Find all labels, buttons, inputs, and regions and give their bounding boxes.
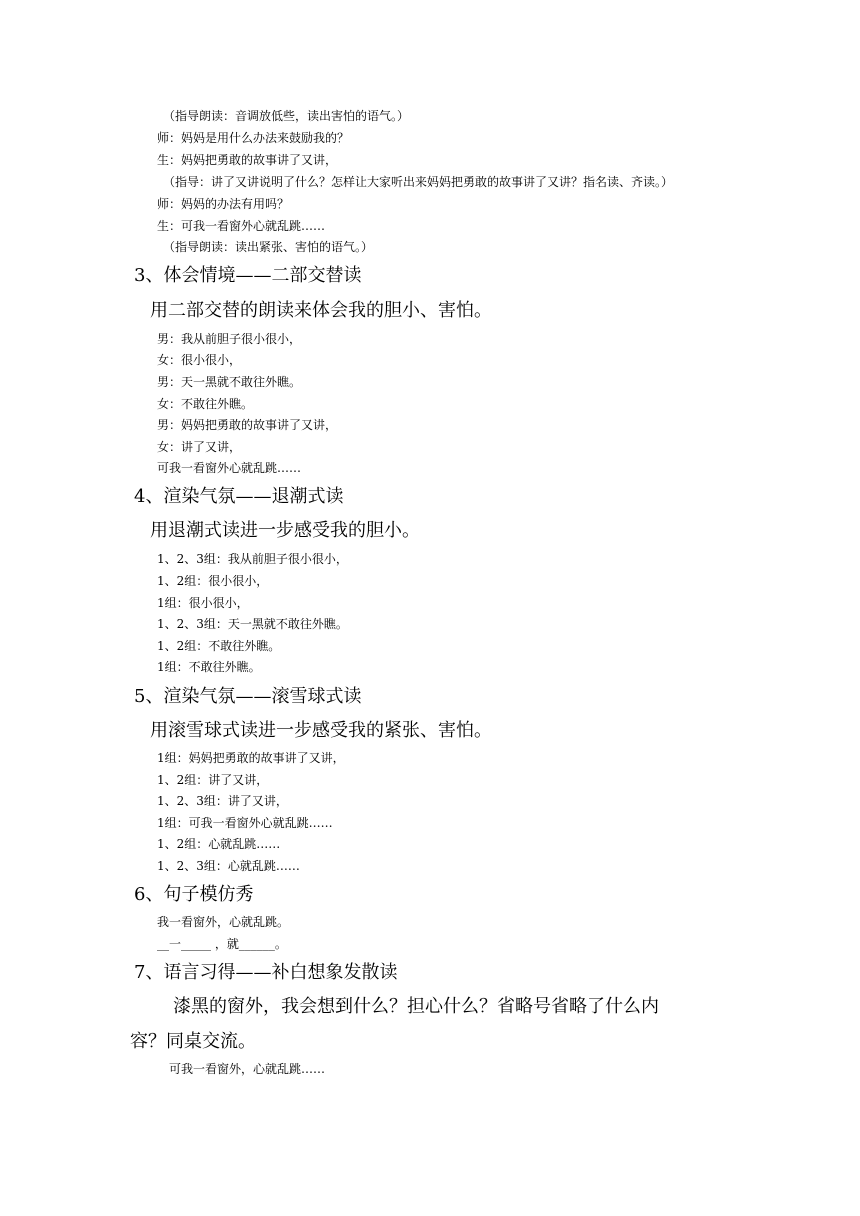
- reading-line: 1、2组：讲了又讲，: [157, 773, 269, 787]
- section-heading: 3、体会情境——二部交替读: [134, 265, 362, 286]
- section-intro: 用滚雪球式读进一步感受我的紧张、害怕。: [150, 720, 492, 741]
- fill-in-sentence: __一_____ ，就______。: [157, 937, 287, 951]
- section-heading: 5、渲染气氛——滚雪球式读: [134, 686, 362, 707]
- reading-line: 男：我从前胆子很小很小，: [157, 332, 302, 346]
- section-intro: 用二部交替的朗读来体会我的胆小、害怕。: [150, 300, 492, 321]
- reading-line: 女：不敢往外瞧。: [157, 397, 254, 411]
- reading-line: 男：天一黑就不敢往外瞧。: [157, 375, 302, 389]
- section-heading: 4、渲染气氛——退潮式读: [134, 486, 344, 507]
- reading-line: 可我一看窗外，心就乱跳……: [169, 1062, 326, 1076]
- section-heading: 7、语言习得——补白想象发散读: [134, 962, 398, 983]
- instruction-line: （指导朗读：音调放低些，读出害怕的语气。）: [163, 109, 410, 123]
- reading-line: 女：讲了又讲，: [157, 440, 242, 454]
- reading-line: 1、2组：不敢往外瞧。: [157, 639, 281, 653]
- reading-line: 1、2组：心就乱跳……: [157, 837, 281, 851]
- reading-line: 1组：不敢往外瞧。: [157, 660, 261, 674]
- instruction-line: （指导朗读：读出紧张、害怕的语气。）: [163, 240, 374, 254]
- section-intro: 用退潮式读进一步感受我的胆小。: [150, 520, 420, 541]
- dialogue-line: 师：妈妈的办法有用吗？: [157, 197, 290, 211]
- dialogue-line: 师：妈妈是用什么办法来鼓励我的？: [157, 131, 350, 145]
- dialogue-line: 生：可我一看窗外心就乱跳……: [157, 219, 326, 233]
- example-sentence: 我一看窗外，心就乱跳。: [157, 915, 290, 929]
- reading-line: 1、2、3组：心就乱跳……: [157, 859, 300, 873]
- dialogue-line: 生：妈妈把勇敢的故事讲了又讲，: [157, 153, 338, 167]
- reading-line: 1、2组：很小很小，: [157, 574, 269, 588]
- reading-line: 1、2、3组：我从前胆子很小很小，: [157, 552, 348, 566]
- reading-line: 1组：可我一看窗外心就乱跳……: [157, 816, 333, 830]
- reading-line: 可我一看窗外心就乱跳……: [157, 461, 302, 475]
- reading-line: 1、2、3组：讲了又讲，: [157, 794, 288, 808]
- reading-line: 女：很小很小，: [157, 353, 242, 367]
- reading-line: 1组：妈妈把勇敢的故事讲了又讲，: [157, 751, 345, 765]
- reading-line: 1组：很小很小，: [157, 596, 249, 610]
- instruction-line: （指导：讲了又讲说明了什么？怎样让大家听出来妈妈把勇敢的故事讲了又讲？指名读、齐读。）: [163, 175, 674, 189]
- reading-line: 1、2、3组：天一黑就不敢往外瞧。: [157, 617, 348, 631]
- section-heading: 6、句子模仿秀: [134, 884, 254, 905]
- paragraph-line: 漆黑的窗外，我会想到什么？担心什么？省略号省略了什么内: [173, 996, 659, 1017]
- reading-line: 男：妈妈把勇敢的故事讲了又讲，: [157, 418, 338, 432]
- paragraph-line: 容？同桌交流。: [130, 1031, 256, 1052]
